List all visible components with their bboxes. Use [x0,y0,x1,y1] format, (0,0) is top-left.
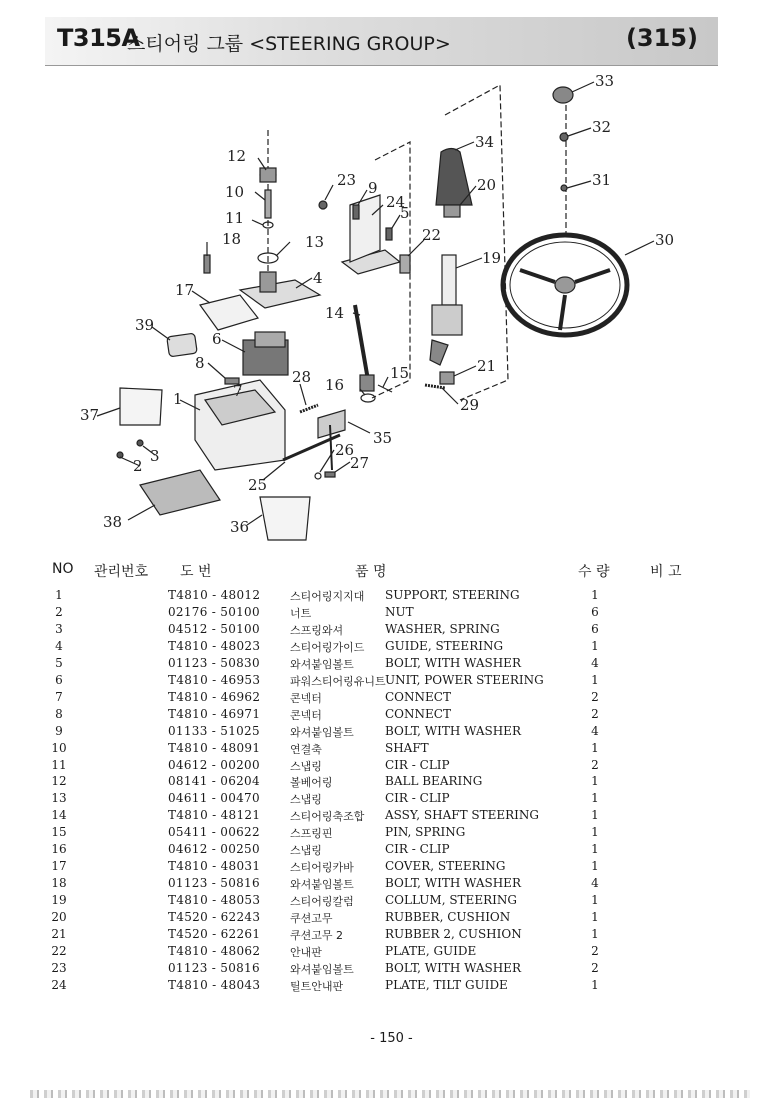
cell-part-no: T4810 - 48012 [168,588,261,602]
cell-qty: 1 [591,927,599,941]
callout-38: 38 [103,513,123,531]
cell-no: 7 [55,689,63,704]
cell-qty: 2 [591,689,599,704]
callout-22: 22 [422,226,442,244]
cell-part-no: T4810 - 48023 [168,638,261,653]
callout-8: 8 [195,354,205,372]
callout-32: 32 [592,118,612,136]
table-row [0,978,783,995]
cell-part-no: 01133 - 51025 [168,723,260,738]
table-row [0,758,783,775]
table-row [0,876,783,893]
table-row [0,707,783,724]
callout-25: 25 [248,476,268,494]
page-code: (315) [625,24,698,52]
table-row [0,622,783,639]
callout-12: 12 [227,147,247,165]
cell-part-no: 01123 - 50816 [168,876,260,891]
cell-no: 13 [51,791,67,806]
table-row [0,741,783,758]
cell-qty: 4 [591,723,599,738]
cell-qty: 1 [591,740,599,755]
cell-name-en: CIR - CLIP [385,842,450,857]
callout-3: 3 [150,447,160,465]
cell-name-kr: 와셔붙임볼트 [290,725,354,739]
cell-qty: 1 [591,638,599,653]
cell-name-kr: 스냅링 [290,844,322,858]
cell-name-kr: 스티어링카바 [290,861,354,875]
cell-no: 6 [55,672,63,687]
cell-no: 23 [51,960,67,975]
callout-2: 2 [133,457,143,475]
callout-36: 36 [230,518,250,536]
cell-qty: 1 [591,672,599,687]
scan-artifact [30,1090,750,1098]
cell-part-no: T4810 - 48031 [168,859,261,874]
cell-name-kr: 와셔붙임볼트 [290,962,354,976]
cell-part-no: 04612 - 00250 [168,842,260,857]
cell-qty: 1 [591,910,599,925]
cell-name-en: CONNECT [385,689,451,704]
cell-no: 24 [51,977,67,992]
model-code: T315A [57,24,140,52]
table-row [0,656,783,673]
callout-15: 15 [390,364,410,382]
callout-33: 33 [595,72,615,90]
cell-name-en: RUBBER, CUSHION [385,910,511,925]
cell-name-en: WASHER, SPRING [385,621,500,636]
cell-qty: 1 [591,808,599,823]
cell-name-kr: 스티어링칼럼 [290,895,354,909]
cell-name-en: BOLT, WITH WASHER [385,723,521,738]
cell-name-kr: 연결축 [290,742,322,756]
callout-28: 28 [292,368,312,386]
table-row [0,690,783,707]
cell-part-no: T4520 - 62243 [168,910,261,925]
cell-part-no: 02176 - 50100 [168,604,260,619]
cell-name-en: PLATE, GUIDE [385,943,477,958]
cell-qty: 1 [591,774,599,789]
table-row [0,724,783,741]
table-row [0,961,783,978]
callout-1: 1 [173,390,183,408]
cell-qty: 4 [591,876,599,891]
table-row [0,859,783,876]
col-drawing-no: 도 번 [180,564,212,580]
cell-name-kr: 콘넥터 [290,708,322,722]
cell-name-kr: 쿠션고무 [290,912,333,926]
callout-17: 17 [175,281,195,299]
callout-34: 34 [475,133,495,151]
callout-37: 37 [80,406,100,424]
page-number: - 150 - [370,1031,413,1046]
callout-29: 29 [460,396,480,414]
cell-qty: 2 [591,757,599,772]
cell-name-kr: 스프링와셔 [290,623,344,637]
cell-no: 2 [55,604,63,619]
callout-13: 13 [305,233,325,251]
cell-qty: 6 [591,604,599,619]
cell-name-en: COVER, STEERING [385,859,506,874]
cell-name-en: ASSY, SHAFT STEERING [385,808,540,823]
cell-no: 4 [55,638,63,653]
cell-part-no: 04612 - 00200 [168,757,260,772]
parts-table-header [0,561,783,581]
cell-no: 15 [51,825,67,840]
cell-name-kr: 스냅링 [290,759,322,773]
cell-qty: 1 [591,825,599,840]
cell-no: 16 [51,842,67,857]
cell-name-kr: 와셔붙임볼트 [290,878,354,892]
cell-part-no: T4810 - 48062 [168,943,261,958]
cell-part-no: T4810 - 46953 [168,672,261,687]
cell-name-en: BOLT, WITH WASHER [385,655,521,670]
cell-name-kr: 파워스티어링유니트 [290,674,386,688]
cell-name-en: NUT [385,604,414,619]
cell-part-no: 04512 - 50100 [168,621,260,636]
callout-20: 20 [477,176,497,194]
table-row [0,910,783,927]
cell-part-no: T4810 - 48053 [168,893,261,908]
cell-qty: 1 [591,842,599,857]
cell-name-en: SUPPORT, STEERING [385,588,520,602]
cell-part-no: T4810 - 48091 [168,740,261,755]
callout-4: 4 [313,269,323,287]
cell-part-no: T4810 - 46962 [168,689,261,704]
cell-part-no: T4810 - 48121 [168,808,261,823]
table-row [0,588,783,605]
cell-part-no: T4810 - 46971 [168,706,261,721]
cell-name-kr: 콘넥터 [290,691,322,705]
cell-name-en: CONNECT [385,706,451,721]
cell-name-en: COLLUM, STEERING [385,893,517,908]
callout-26: 26 [335,441,355,459]
callout-9: 9 [368,179,378,197]
cell-name-kr: 안내판 [290,945,322,959]
cell-name-kr: 스프링핀 [290,827,333,841]
callout-21: 21 [477,357,497,375]
cell-no: 20 [51,910,67,925]
cell-name-en: CIR - CLIP [385,791,450,806]
col-part-name: 품 명 [355,564,387,580]
cell-part-no: 08141 - 06204 [168,774,260,789]
cell-name-en: PIN, SPRING [385,825,466,840]
cell-qty: 2 [591,943,599,958]
cell-qty: 1 [591,588,599,602]
cell-name-en: CIR - CLIP [385,757,450,772]
table-row [0,774,783,791]
cell-name-en: UNIT, POWER STEERING [385,672,544,687]
callout-19: 19 [482,249,502,267]
callout-16: 16 [325,376,345,394]
cell-no: 5 [55,655,63,670]
cell-name-kr: 볼베어링 [290,776,333,790]
cell-qty: 2 [591,960,599,975]
cell-part-no: 01123 - 50816 [168,960,260,975]
cell-no: 12 [51,774,67,789]
cell-no: 22 [51,943,67,958]
table-row [0,791,783,808]
cell-name-en: RUBBER 2, CUSHION [385,927,522,941]
cell-name-en: BOLT, WITH WASHER [385,876,521,891]
cell-name-kr: 와셔붙임볼트 [290,657,354,671]
callout-11: 11 [225,209,245,227]
cell-name-kr: 스티어링가이드 [290,640,365,654]
callout-14: 14 [325,304,345,322]
table-row [0,825,783,842]
table-row [0,808,783,825]
exploded-parts-diagram [0,70,783,550]
cell-name-kr: 스냅링 [290,793,322,807]
cell-no: 3 [55,621,63,636]
cell-name-en: BALL BEARING [385,774,483,789]
table-row [0,893,783,910]
table-row [0,944,783,961]
group-title: 스티어링 그룹 <STEERING GROUP> [127,33,451,55]
cell-name-kr: 틸트안내판 [290,979,344,993]
cell-no: 9 [55,723,63,738]
callout-30: 30 [655,231,675,249]
col-qty: 수 량 [578,564,610,580]
cell-qty: 6 [591,621,599,636]
table-row [0,927,783,944]
table-row [0,605,783,622]
col-no: NO [52,561,74,577]
cell-part-no: T4520 - 62261 [168,927,261,941]
cell-qty: 1 [591,977,599,992]
cell-name-kr: 너트 [290,606,312,620]
page-header [45,17,718,66]
cell-no: 8 [55,706,63,721]
callout-18: 18 [222,230,242,248]
cell-qty: 1 [591,791,599,806]
cell-no: 21 [51,927,67,941]
cell-part-no: 05411 - 00622 [168,825,260,840]
cell-part-no: 01123 - 50830 [168,655,260,670]
callout-10: 10 [225,183,245,201]
cell-name-en: SHAFT [385,740,429,755]
table-row [0,842,783,859]
cell-name-kr: 쿠션고무 2 [290,929,343,942]
callout-31: 31 [592,171,612,189]
cell-name-en: PLATE, TILT GUIDE [385,977,508,992]
cell-part-no: 04611 - 00470 [168,791,260,806]
callout-27: 27 [350,454,370,472]
col-mgmt-no: 관리번호 [94,564,149,580]
cell-name-kr: 스티어링축조합 [290,810,365,824]
cell-no: 1 [55,588,63,602]
cell-qty: 2 [591,706,599,721]
callout-35: 35 [373,429,393,447]
callout-5: 5 [400,204,410,222]
cell-qty: 1 [591,893,599,908]
cell-no: 14 [51,808,67,823]
cell-no: 11 [51,757,67,772]
col-remarks: 비 고 [650,564,682,580]
cell-no: 18 [51,876,67,891]
cell-name-en: GUIDE, STEERING [385,638,504,653]
cell-name-en: BOLT, WITH WASHER [385,960,521,975]
cell-qty: 1 [591,859,599,874]
cell-name-kr: 스티어링지지대 [290,590,365,603]
cell-no: 10 [51,740,67,755]
callout-23: 23 [337,171,357,189]
cell-no: 19 [51,893,67,908]
cell-part-no: T4810 - 48043 [168,977,261,992]
cell-no: 17 [51,859,67,874]
callout-6: 6 [212,330,222,348]
callout-24: 24 [386,193,406,211]
table-row [0,639,783,656]
table-row [0,673,783,690]
callout-7: 7 [233,382,243,400]
callout-39: 39 [135,316,155,334]
cell-qty: 4 [591,655,599,670]
